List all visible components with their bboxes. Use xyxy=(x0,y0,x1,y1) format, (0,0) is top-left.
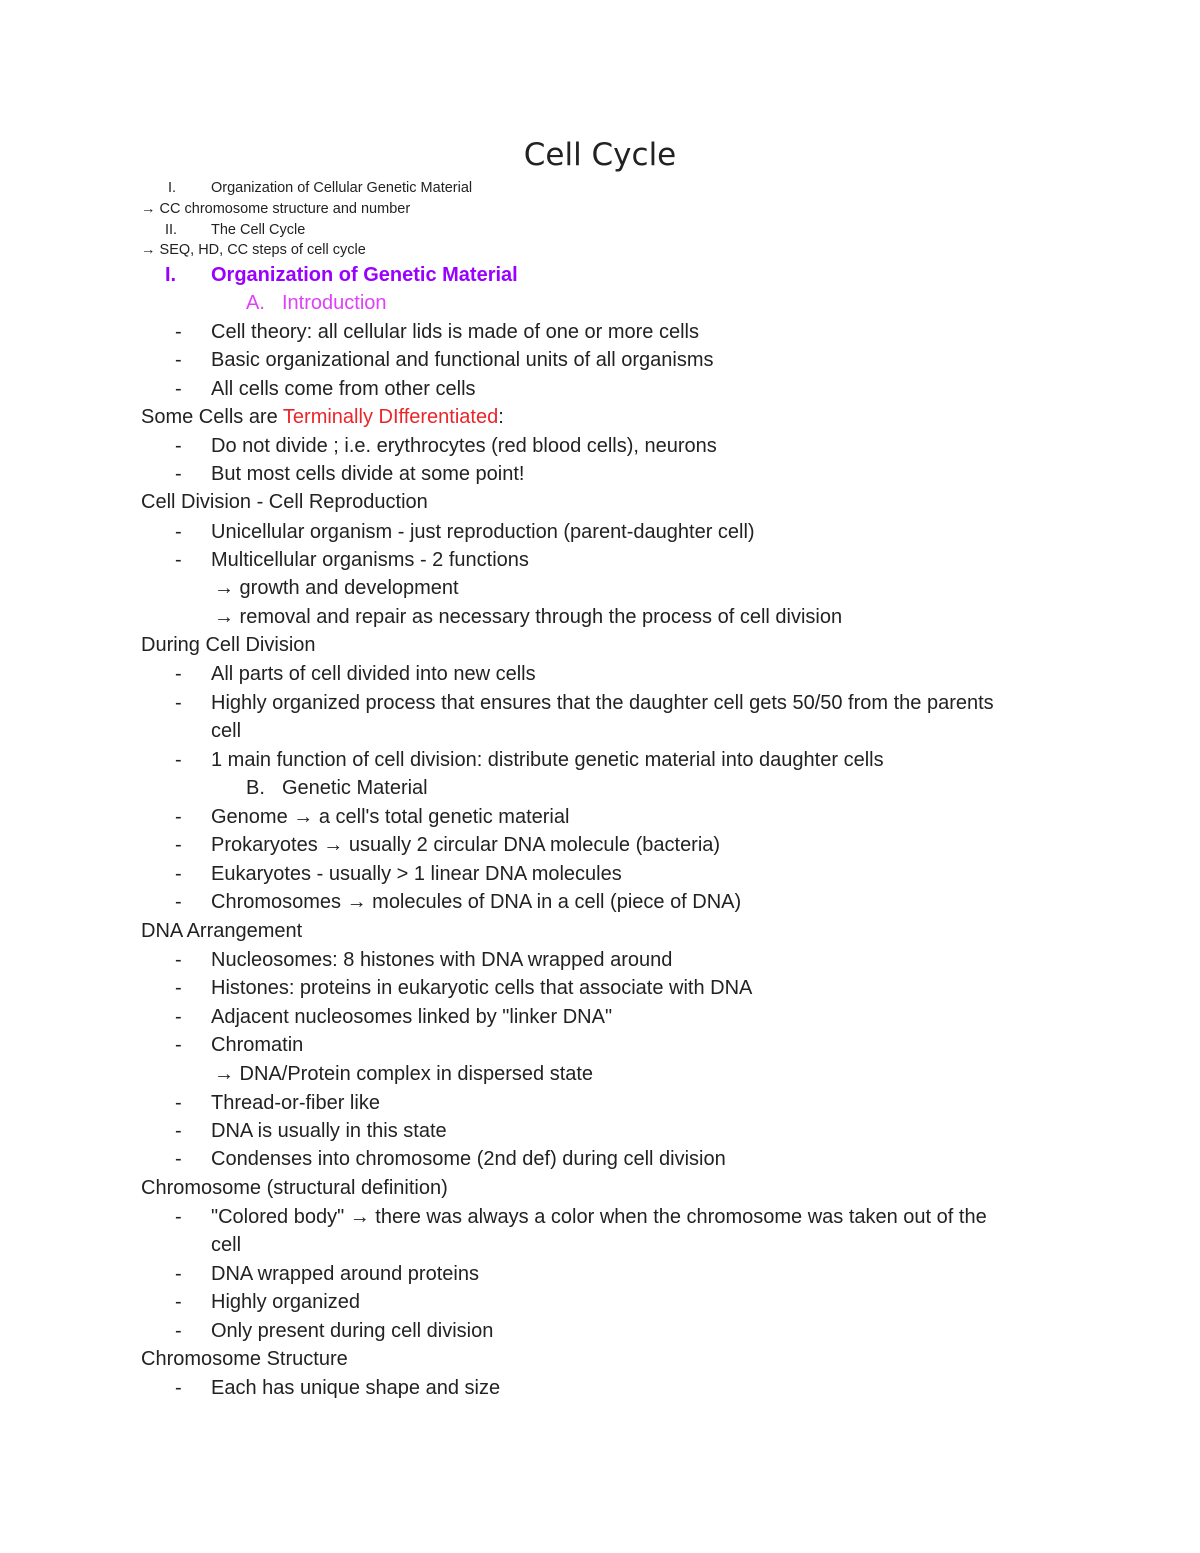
subsection-letter: B. xyxy=(246,777,265,799)
bullet-dash: - xyxy=(175,1206,182,1228)
subsection-letter: A. xyxy=(246,292,265,314)
bullet-dash: - xyxy=(175,1006,182,1028)
list-item: Genome → a cell's total genetic material xyxy=(211,806,570,828)
list-item: DNA is usually in this state xyxy=(211,1120,447,1142)
list-item: Prokaryotes → usually 2 circular DNA molecule (bacteria) xyxy=(211,834,721,856)
arrow-note: → DNA/Protein complex in dispersed state xyxy=(214,1063,594,1085)
bullet-dash: - xyxy=(175,806,182,828)
subsection-heading: Introduction xyxy=(282,292,387,314)
bullet-dash: - xyxy=(175,692,182,714)
heading-suffix: : xyxy=(498,406,504,428)
toc-number: II. xyxy=(165,222,178,238)
list-item: Thread-or-fiber like xyxy=(211,1092,380,1114)
bullet-dash: - xyxy=(175,1034,182,1056)
list-item: Nucleosomes: 8 histones with DNA wrapped around xyxy=(211,949,673,971)
list-item: All cells come from other cells xyxy=(211,378,476,400)
highlighted-term: Terminally DIfferentiated xyxy=(282,406,499,428)
list-item-wrap: cell xyxy=(211,1234,242,1256)
section-heading: Organization of Genetic Material xyxy=(211,264,518,286)
bullet-dash: - xyxy=(175,1291,182,1313)
bullet-dash: - xyxy=(175,977,182,999)
bullet-dash: - xyxy=(175,463,182,485)
paragraph-heading xyxy=(141,403,504,431)
list-item: Do not divide ; i.e. erythrocytes (red blood cells), neurons xyxy=(211,435,717,457)
bullet-dash: - xyxy=(175,1263,182,1285)
list-item-wrap: cell xyxy=(211,720,242,742)
list-item: Eukaryotes - usually > 1 linear DNA molecules xyxy=(211,863,622,885)
paragraph-heading: Chromosome Structure xyxy=(141,1348,348,1370)
subsection-heading: Genetic Material xyxy=(282,777,428,799)
section-number: I. xyxy=(165,264,177,286)
bullet-dash: - xyxy=(175,749,182,771)
bullet-dash: - xyxy=(175,1092,182,1114)
list-item: Unicellular organism - just reproduction (parent-daughter cell) xyxy=(211,521,755,543)
arrow-note: → growth and development xyxy=(214,577,459,599)
bullet-dash: - xyxy=(175,549,182,571)
bullet-dash: - xyxy=(175,378,182,400)
list-item: Highly organized process that ensures that the daughter cell gets 50/50 from the parents xyxy=(211,692,994,714)
paragraph-heading: DNA Arrangement xyxy=(141,920,303,942)
paragraph-heading: Chromosome (structural definition) xyxy=(141,1177,448,1199)
bullet-dash: - xyxy=(175,1148,182,1170)
bullet-dash: - xyxy=(175,663,182,685)
bullet-dash: - xyxy=(175,1377,182,1399)
list-item: Histones: proteins in eukaryotic cells that associate with DNA xyxy=(211,977,753,999)
list-item: Adjacent nucleosomes linked by "linker DNA" xyxy=(211,1006,613,1028)
list-item: Chromatin xyxy=(211,1034,304,1056)
list-item: Highly organized xyxy=(211,1291,360,1313)
toc-item: Organization of Cellular Genetic Material xyxy=(211,180,473,196)
bullet-dash: - xyxy=(175,1320,182,1342)
bullet-dash: - xyxy=(175,521,182,543)
bullet-dash: - xyxy=(175,863,182,885)
heading-prefix: Some Cells are xyxy=(141,406,283,428)
list-item: Cell theory: all cellular lids is made of one or more cells xyxy=(211,321,699,343)
list-item: All parts of cell divided into new cells xyxy=(211,663,536,685)
list-item: Each has unique shape and size xyxy=(211,1377,501,1399)
toc-note: → CC chromosome structure and number xyxy=(141,201,411,217)
bullet-dash: - xyxy=(175,349,182,371)
list-item: DNA wrapped around proteins xyxy=(211,1263,479,1285)
list-item: "Colored body" → there was always a color when the chromosome was taken out of the xyxy=(211,1206,987,1228)
toc-note: → SEQ, HD, CC steps of cell cycle xyxy=(141,242,366,258)
bullet-dash: - xyxy=(175,321,182,343)
toc-number: I. xyxy=(168,180,177,196)
list-item: Basic organizational and functional units of all organisms xyxy=(211,349,714,371)
list-item: Chromosomes → molecules of DNA in a cell (piece of DNA) xyxy=(211,891,742,913)
paragraph-heading: During Cell Division xyxy=(141,634,316,656)
list-item: Only present during cell division xyxy=(211,1320,494,1342)
list-item: 1 main function of cell division: distribute genetic material into daughter cells xyxy=(211,749,884,771)
bullet-dash: - xyxy=(175,949,182,971)
list-item: But most cells divide at some point! xyxy=(211,463,525,485)
bullet-dash: - xyxy=(175,834,182,856)
document-title: Cell Cycle xyxy=(523,137,677,173)
paragraph-heading: Cell Division - Cell Reproduction xyxy=(141,491,428,513)
list-item: Multicellular organisms - 2 functions xyxy=(211,549,529,571)
bullet-dash: - xyxy=(175,1120,182,1142)
bullet-dash: - xyxy=(175,435,182,457)
bullet-dash: - xyxy=(175,891,182,913)
arrow-note: → removal and repair as necessary through the process of cell division xyxy=(214,606,843,628)
toc-item: The Cell Cycle xyxy=(211,222,306,238)
list-item: Condenses into chromosome (2nd def) during cell division xyxy=(211,1148,726,1170)
